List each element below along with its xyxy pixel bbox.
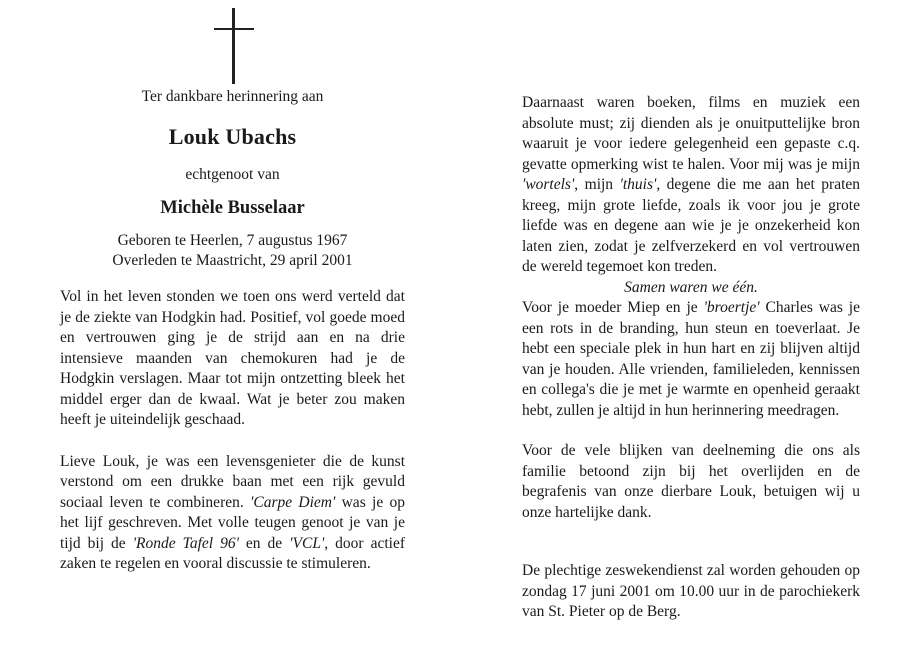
text-span: en de (238, 534, 290, 552)
quote-wortels: 'wortels' (522, 176, 575, 193)
cross-icon (214, 8, 254, 84)
spouse-name: Michèle Busselaar (160, 198, 305, 218)
intro-text: Ter dankbare herinnering aan (141, 88, 324, 105)
death-line: Overleden te Maastricht, 29 april 2001 (112, 252, 353, 269)
quote-broertje: 'broertje' (703, 299, 760, 316)
birth-line: Geboren te Heerlen, 7 augustus 1967 (117, 232, 348, 249)
thanks-paragraph: Voor de vele blijken van deelneming die ons als familie betoond zijn bij het overlijden en de begrafenis van onze dierbare Louk, betuigen wij u onze hartelijke dank. (522, 442, 860, 521)
left-column (60, 88, 405, 575)
text-span: Charles was je een rots in de branding, hun steun en toeverlaat. Je hebt een speciale plek in hun hart en zij blijven altijd van je houden. Alle vrienden, familieleden, kennissen en collega's die je met je warmte en openheid geraakt hebt, zullen je altijd in hun herinnering meedragen. (522, 299, 860, 419)
text-span: , mijn (574, 176, 620, 193)
right-column (522, 93, 860, 623)
text-span: Voor je moeder Miep en je (522, 299, 704, 316)
text-span: was je op het lijf geschreven. Met volle teugen genoot je van je tijd bij de (60, 493, 406, 552)
cross-vertical-bar (232, 8, 235, 84)
text-span: , door actief zaken te regelen en vooral discussie te stimuleren. (60, 534, 405, 572)
text-span: Lieve Louk, je was een levensgenieter die de kunst verstond om een drukke baan met een rijk gevuld sociaal leven te combineren. (60, 452, 405, 511)
quote-thuis: 'thuis' (619, 176, 657, 193)
quote-carpe-diem: 'Carpe Diem' (250, 493, 336, 511)
right-paragraph-1 (522, 93, 860, 278)
cross-horizontal-bar (214, 28, 254, 30)
left-paragraph-2 (60, 452, 405, 575)
quote-ronde-tafel: 'Ronde Tafel 96' (132, 534, 239, 552)
text-span: Daarnaast waren boeken, films en muziek een absolute must; zij dienden als je onuitputtelijke bron waaruit je voor iedere gelegenheid een gepaste c.q. gevatte opmerking wist te halen. Voor mij was je mijn (522, 94, 860, 173)
right-paragraph-2 (522, 298, 860, 421)
service-paragraph: De plechtige zeswekendienst zal worden gehouden op zondag 17 juni 2001 om 10.00 uur in de parochiekerk van St. Pieter op de Berg. (522, 562, 860, 620)
text-span: , degene die me aan het praten kreeg, mijn grote liefde, zoals ik voor jou je grote liefde was en degene aan wie je je onzekerheid kon laten zien, zodat je zelfverzekerd en vol vertrouwen de wereld tegemoet kon treden. (522, 176, 861, 275)
spouse-label: echtgenoot van (185, 166, 280, 183)
deceased-name: Louk Ubachs (168, 124, 297, 149)
quote-vcl: 'VCL' (289, 534, 325, 552)
motto: Samen waren we één. (624, 278, 758, 296)
life-dates (60, 231, 405, 271)
left-paragraph-1: Vol in het leven stonden we toen ons werd verteld dat je de ziekte van Hodgkin had. Positief, vol goede moed en vertrouwen ging je de strijd aan en na drie intensieve maanden van chemokuren had je de Hodgkin verslagen. Maar tot mijn ontzetting bleek het middel erger dan de kwaal. Wat je beter zou maken heeft je uiteindelijk geschaad. (60, 288, 405, 428)
